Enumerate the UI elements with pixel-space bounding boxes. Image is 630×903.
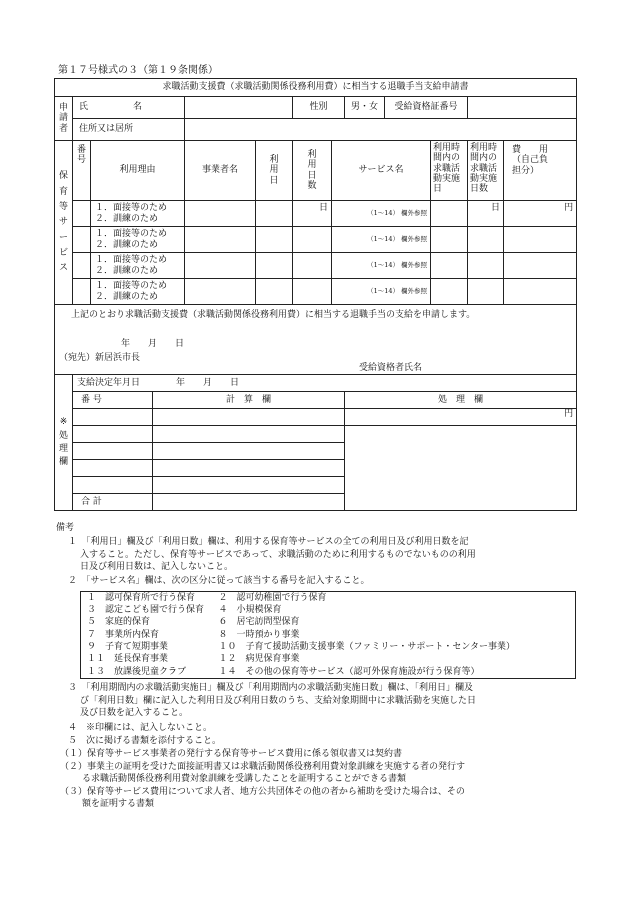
- address-field[interactable]: [185, 119, 577, 141]
- header-use-days: 利 用 日 数: [293, 141, 332, 201]
- service-name-field[interactable]: （1～14） 欄外参照: [332, 227, 431, 253]
- processing-side-label: ※ 処 理 欄: [55, 375, 73, 511]
- applicant-side-label: 申 請 者: [55, 97, 73, 141]
- addressee: （宛先）新居浜市長: [59, 353, 141, 363]
- form-title: 求職活動支援費（求職活動関係役務利用費）に相当する退職手当支給申請書: [55, 79, 577, 97]
- job-days-count-field[interactable]: [468, 279, 504, 305]
- row-number-field[interactable]: [73, 279, 91, 305]
- business-field[interactable]: [185, 201, 256, 227]
- use-days-field[interactable]: 日: [293, 201, 332, 227]
- job-days-count-field[interactable]: 日: [468, 201, 504, 227]
- row-number-field[interactable]: [73, 201, 91, 227]
- header-service-name: サービス名: [332, 141, 431, 201]
- calc-header: 計 算 欄: [153, 392, 345, 409]
- name-field[interactable]: [185, 97, 293, 119]
- business-field[interactable]: [185, 253, 256, 279]
- row-number-field[interactable]: [73, 253, 91, 279]
- use-days-field[interactable]: [293, 253, 332, 279]
- declaration-date[interactable]: 年 月 日: [121, 339, 185, 349]
- process-header: 処 理 欄: [345, 392, 577, 409]
- service-row: [55, 227, 577, 253]
- reason-options[interactable]: １．面接等のため ２．訓練のため: [91, 253, 185, 279]
- cost-field[interactable]: [504, 279, 577, 305]
- process-yen: 円: [345, 409, 577, 426]
- notes-title: 備考: [56, 523, 75, 533]
- note-2: ２ 「サービス名」欄は、次の区分に従って該当する番号を記入すること。: [68, 576, 370, 586]
- row-number-field[interactable]: [73, 227, 91, 253]
- note-4: ４ ※印欄には、記入しないこと。: [68, 723, 213, 733]
- cert-number-field[interactable]: [468, 97, 577, 119]
- header-use-day: 利 用 日: [256, 141, 293, 201]
- decision-date: 支給決定年月日 年 月 日: [73, 375, 577, 392]
- use-days-field[interactable]: [293, 279, 332, 305]
- form-number: 第１７号様式の３（第１９条関係）: [58, 65, 218, 76]
- signature-label: 受給資格者氏名: [359, 363, 423, 373]
- job-days-field[interactable]: [431, 279, 468, 305]
- note-3: ３ 「利用期間内の求職活動実施日」欄及び「利用期間内の求職活動実施日数」欄は、「利用日」欄及 び「利用日数」欄に記入した利用日及び利用日数のうち、支給対象期間中に求職活動を実施した日 及び日数を記入すること。: [68, 683, 477, 719]
- header-job-days-count: 利用時 間内の 求職活 動実施 日数: [468, 141, 504, 201]
- service-row: [55, 201, 577, 227]
- use-day-field[interactable]: [256, 227, 293, 253]
- cost-field[interactable]: [504, 227, 577, 253]
- declaration-text: 上記のとおり求職活動支援費（求職活動関係役務利用費）に相当する退職手当の支給を申請します。: [71, 310, 476, 320]
- header-cost: 費 用 （自己負 担分）: [504, 141, 577, 201]
- service-row: [55, 253, 577, 279]
- header-number: 番 号: [73, 141, 91, 201]
- address-label: 住所又は居所: [73, 119, 185, 141]
- service-name-field[interactable]: （1～14） 欄外参照: [332, 253, 431, 279]
- header-job-days: 利用時 間内の 求職活 動実施 日: [431, 141, 468, 201]
- reason-options[interactable]: １．面接等のため ２．訓練のため: [91, 279, 185, 305]
- gender-label: 性別: [293, 97, 345, 119]
- cost-field[interactable]: 円: [504, 201, 577, 227]
- note-5: ５ 次に掲げる書類を添付すること。: [68, 736, 222, 746]
- service-row: [55, 279, 577, 305]
- service-name-field[interactable]: （1～14） 欄外参照: [332, 279, 431, 305]
- application-form: [54, 78, 577, 511]
- name-label: 氏 名: [73, 97, 185, 119]
- reason-options[interactable]: １．面接等のため ２．訓練のため: [91, 227, 185, 253]
- proc-number-header: 番 号: [73, 392, 153, 409]
- job-days-field[interactable]: [431, 201, 468, 227]
- note-5-items: （１）保育等サービス事業者の発行する保育等サービス費用に係る領収書又は契約書 （２）事業主の証明を受けた面接証明書又は求職活動関係役務利用費対象訓練を実施する者の発行す る求職活動関係役務利用費対象訓練を受講したことを証明することができる書類 （３）保育等サービス費用について求人者、地方公共団体その他の者から補助を受けた場合は、その 額を証明する書類: [60, 749, 466, 810]
- declaration-block: [55, 305, 577, 375]
- use-days-field[interactable]: [293, 227, 332, 253]
- job-days-field[interactable]: [431, 253, 468, 279]
- header-business: 事業者名: [185, 141, 256, 201]
- service-name-field[interactable]: （1～14） 欄外参照: [332, 201, 431, 227]
- gender-options[interactable]: 男・女: [345, 97, 385, 119]
- header-reason: 利用理由: [91, 141, 185, 201]
- service-category-list: １ 認可保育所で行う保育 ２ 認可幼稚園で行う保育 ３ 認定こども園で行う保育 ４ 小規模保育 ５ 家庭的保育 ６ 居宅訪問型保育 ７ 事業所内保育 ８ 一時預かり事業 ９ 子育て短期事業 １０ 子育て援助活動支援事業（ファミリー・サポート・センター事業） １１ 延長保育事業 １２ 病児保育事業 １３ 放課後児童クラブ １４ その他の保育等サービス（認可外保育施設が行う保育等）: [80, 591, 576, 679]
- cost-field[interactable]: [504, 253, 577, 279]
- use-day-field[interactable]: [256, 253, 293, 279]
- use-day-field[interactable]: [256, 279, 293, 305]
- cert-number-label: 受給資格証番号: [385, 97, 468, 119]
- use-day-field[interactable]: [256, 201, 293, 227]
- service-side-label: 保 育 等 サ ー ビ ス: [55, 141, 73, 305]
- business-field[interactable]: [185, 279, 256, 305]
- reason-options[interactable]: １．面接等のため ２．訓練のため: [91, 201, 185, 227]
- job-days-count-field[interactable]: [468, 253, 504, 279]
- job-days-field[interactable]: [431, 227, 468, 253]
- job-days-count-field[interactable]: [468, 227, 504, 253]
- total-label: 合 計: [73, 494, 153, 511]
- note-1: １ 「利用日」欄及び「利用日数」欄は、利用する保育等サービスの全ての利用日及び利用日数を記 入すること。ただし、保育等サービスであって、求職活動のために利用するものでないものの利用 日及び利用日数は、記入しないこと。: [68, 537, 476, 573]
- business-field[interactable]: [185, 227, 256, 253]
